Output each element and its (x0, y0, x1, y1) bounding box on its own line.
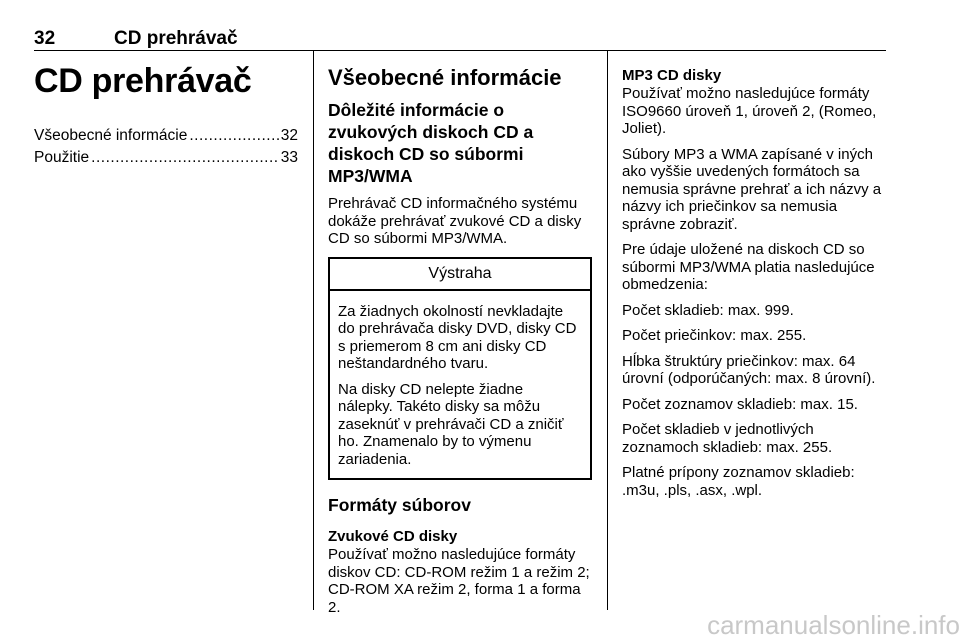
toc-leader (189, 125, 278, 147)
warning-body (330, 291, 590, 479)
running-title: CD prehrávač (114, 28, 238, 49)
toc-entry[interactable] (34, 147, 298, 169)
mp3-paragraph: Počet zoznamov skladieb: max. 15. (622, 395, 858, 413)
watermark: carmanualsonline.info (707, 610, 960, 640)
warning-paragraph: Za žiadnych okolností nevkladajte do prehrávača disky DVD, disky CD s priemerom 8 cm ani disky CD neštandardného tvaru. (338, 302, 577, 372)
section-title: Všeobecné informácie (328, 65, 562, 90)
toc-entry-label: Použitie (34, 149, 90, 166)
audio-cd-text: Používať možno nasledujúce formáty diskov CD: CD-ROM režim 1 a režim 2; CD-ROM XA režim 2, forma 1 a forma 2. (328, 546, 590, 616)
page-header (34, 28, 886, 50)
toc-entry-label: Všeobecné informácie (34, 127, 188, 144)
column-divider-1 (313, 51, 314, 610)
mp3-paragraph: Počet skladieb: max. 999. (622, 301, 794, 319)
warning-title: Výstraha (330, 259, 590, 291)
warning-box (328, 257, 592, 481)
section-subtitle: Dôležité informácie o zvukových diskoch CD a diskoch CD so súbormi MP3/WMA (328, 100, 534, 186)
intro-paragraph: Prehrávač CD informačného systému dokáže prehrávať zvukové CD a disky CD so súbormi MP3/WMA. (328, 195, 582, 247)
mp3-cd-title: MP3 CD disky (622, 67, 722, 84)
toc-entry[interactable] (34, 125, 298, 147)
mp3-paragraph: Počet priečinkov: max. 255. (622, 327, 807, 344)
toc-entry-page: 33 (280, 149, 298, 166)
page-number: 32 (34, 28, 56, 49)
mp3-paragraph: Počet skladieb v jednotlivých zoznamoch skladieb: max. 255. (622, 421, 833, 456)
mp3-paragraph: Platné prípony zoznamov skladieb: .m3u, .pls, .asx, .wpl. (622, 464, 855, 499)
toc-leader (91, 147, 279, 169)
column-left (34, 51, 298, 169)
chapter-title: CD prehrávač (34, 62, 252, 100)
formats-title: Formáty súborov (328, 495, 471, 515)
column-middle (328, 51, 592, 624)
toc-entry-page: 32 (280, 127, 298, 144)
warning-paragraph: Na disky CD nelepte žiadne nálepky. Takéto disky sa môžu zaseknúť v prehrávači CD a zničiť ho. Znamenalo by to výmenu zariadenia. (338, 380, 564, 468)
column-right (622, 51, 886, 507)
audio-cd-title: Zvukové CD disky (328, 528, 458, 545)
mp3-paragraph: Používať možno nasledujúce formáty ISO9660 úroveň 1, úroveň 2, (Romeo, Joliet). (622, 85, 877, 137)
table-of-contents (34, 125, 298, 169)
mp3-paragraph: Hĺbka štruktúry priečinkov: max. 64 úrovní (odporúčaných: max. 8 úrovní). (622, 352, 876, 387)
mp3-paragraph: Pre údaje uložené na diskoch CD so súbormi MP3/WMA platia nasledujúce obmedzenia: (622, 241, 875, 293)
mp3-paragraph: Súbory MP3 a WMA zapísané v iných ako vyššie uvedených formátoch sa nemusia správne prehrať a ich názvy a názvy ich priečinkov sa nemusia správne zobraziť. (622, 145, 882, 233)
column-divider-2 (607, 51, 608, 610)
